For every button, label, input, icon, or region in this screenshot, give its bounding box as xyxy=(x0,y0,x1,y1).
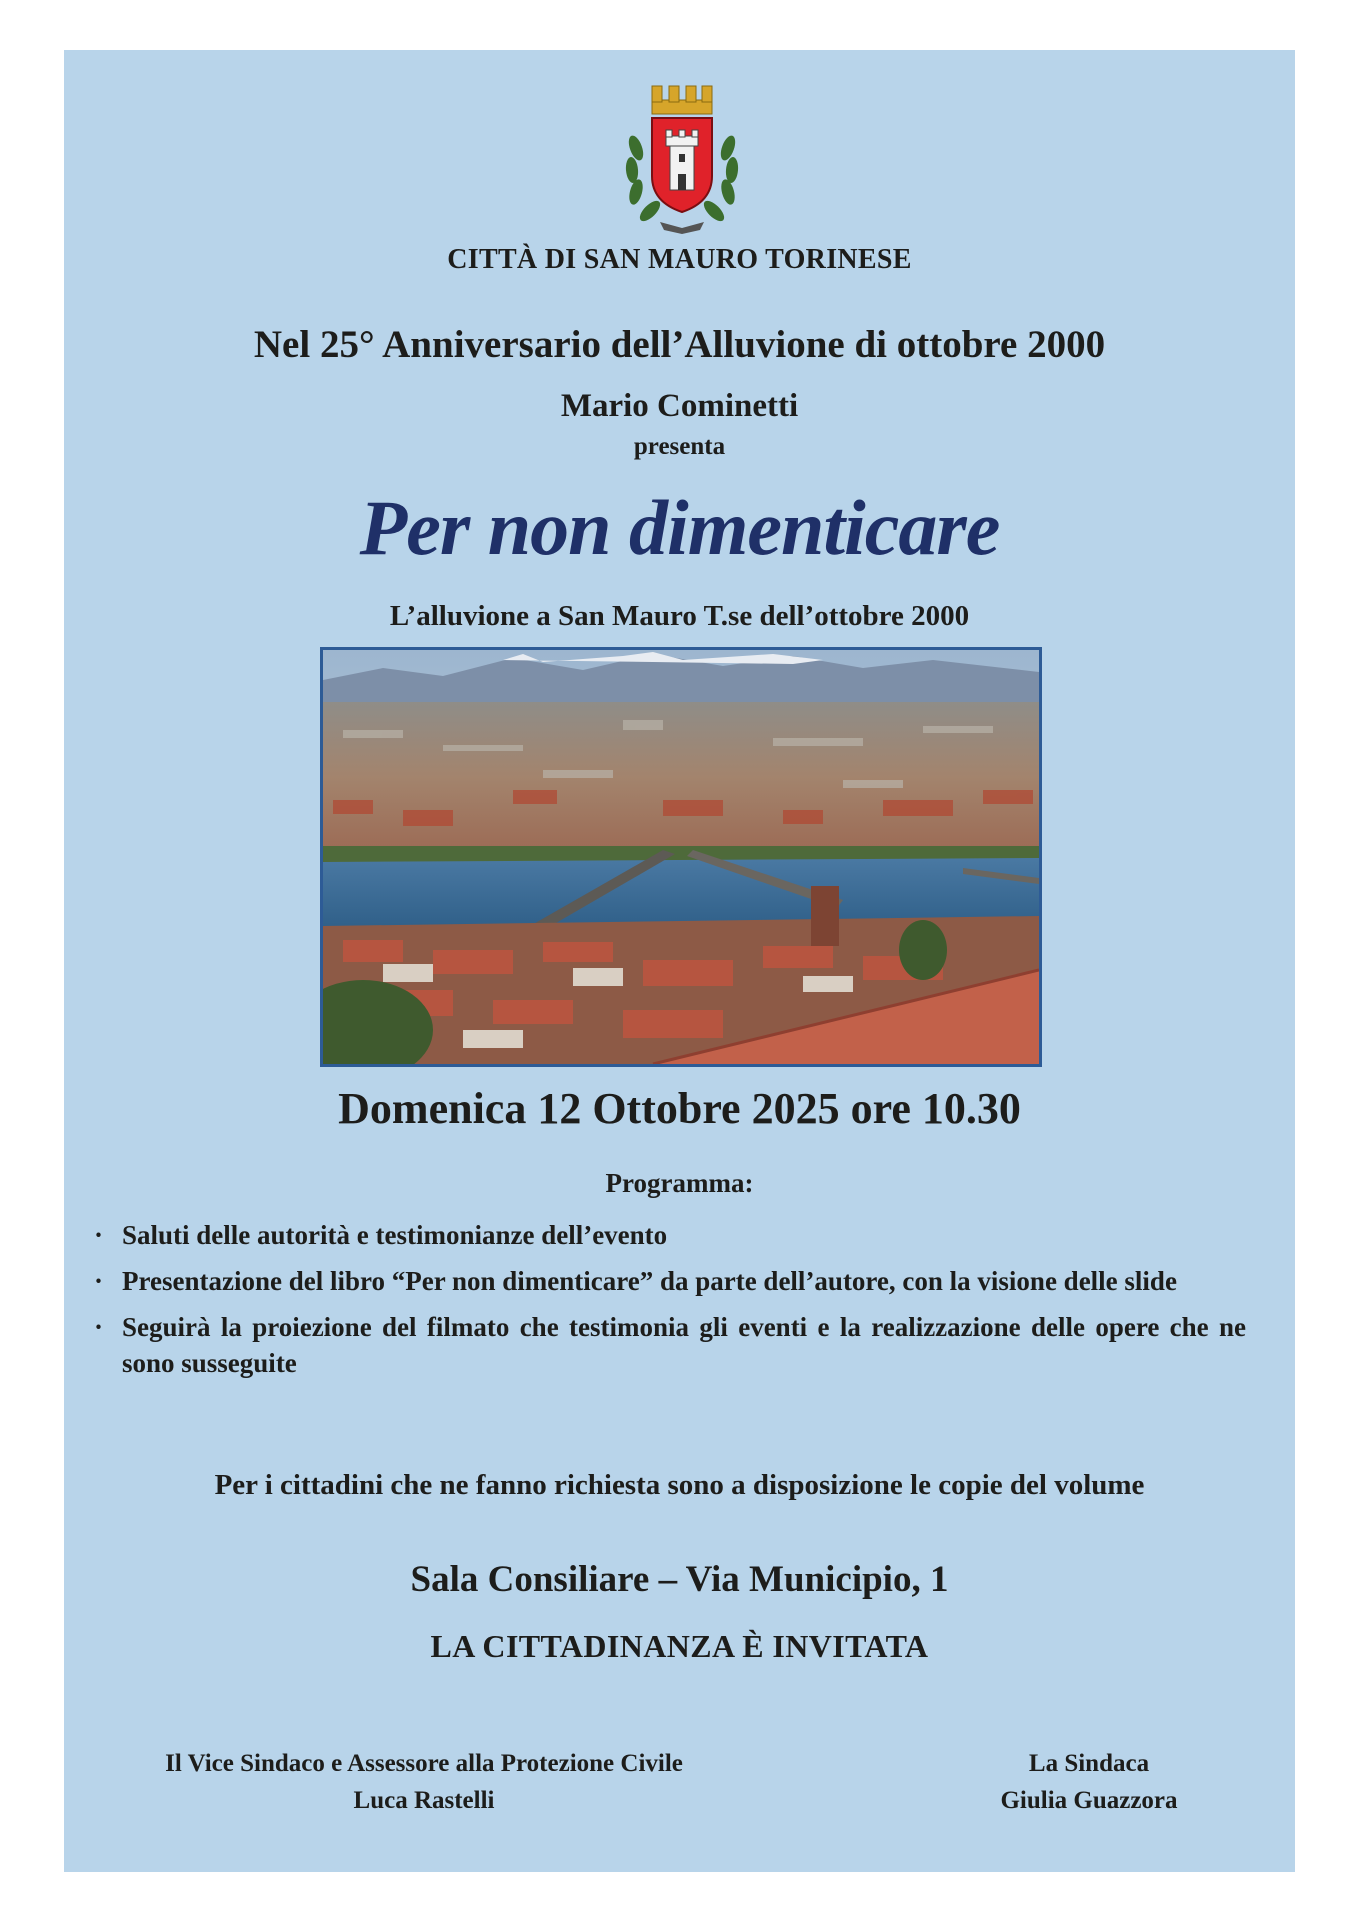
list-item xyxy=(86,1263,1246,1299)
signature-role: Il Vice Sindaco e Assessore alla Protezione Civile xyxy=(165,1750,683,1777)
presents-label: presenta xyxy=(633,433,726,460)
event-date: Domenica 12 Ottobre 2025 ore 10.30 xyxy=(338,1084,1021,1133)
city-coat-of-arms-icon xyxy=(622,78,742,236)
city-name: CITTÀ DI SAN MAURO TORINESE xyxy=(447,244,912,275)
signature-name: Luca Rastelli xyxy=(353,1787,495,1814)
program-list xyxy=(86,1217,1246,1391)
anniversary-heading: Nel 25° Anniversario dell’Alluvione di ottobre 2000 xyxy=(253,323,1106,366)
bullet-icon: · xyxy=(94,1312,104,1342)
signature-mayor xyxy=(939,1745,1239,1819)
book-title: Per non dimenticare xyxy=(359,484,1000,571)
aerial-town-river-photo xyxy=(320,647,1042,1067)
signature-vice-mayor xyxy=(94,1745,754,1819)
program-item-text: Presentazione del libro “Per non dimenticare” da parte dell’autore, con la visione delle slide xyxy=(122,1266,1177,1296)
volume-note: Per i cittadini che ne fanno richiesta sono a disposizione le copie del volume xyxy=(214,1469,1145,1501)
invitation-text: LA CITTADINANZA È INVITATA xyxy=(430,1628,929,1664)
signature-role: La Sindaca xyxy=(1028,1750,1150,1777)
bullet-icon: · xyxy=(94,1220,104,1250)
author-name: Mario Cominetti xyxy=(560,388,799,424)
bullet-icon: · xyxy=(94,1266,104,1296)
program-title: Programma: xyxy=(605,1168,754,1198)
poster xyxy=(64,50,1295,1872)
program-item-text: Seguirà la proiezione del filmato che testimonia gli eventi e la realizzazione delle opere che ne sono susseguite xyxy=(122,1312,1246,1378)
list-item xyxy=(86,1217,1246,1253)
list-item xyxy=(86,1309,1246,1381)
program-item-text: Saluti delle autorità e testimonianze dell’evento xyxy=(122,1220,668,1250)
event-venue: Sala Consiliare – Via Municipio, 1 xyxy=(410,1559,949,1600)
signature-name: Giulia Guazzora xyxy=(1000,1787,1178,1814)
book-subtitle: L’alluvione a San Mauro T.se dell’ottobre 2000 xyxy=(389,600,970,632)
